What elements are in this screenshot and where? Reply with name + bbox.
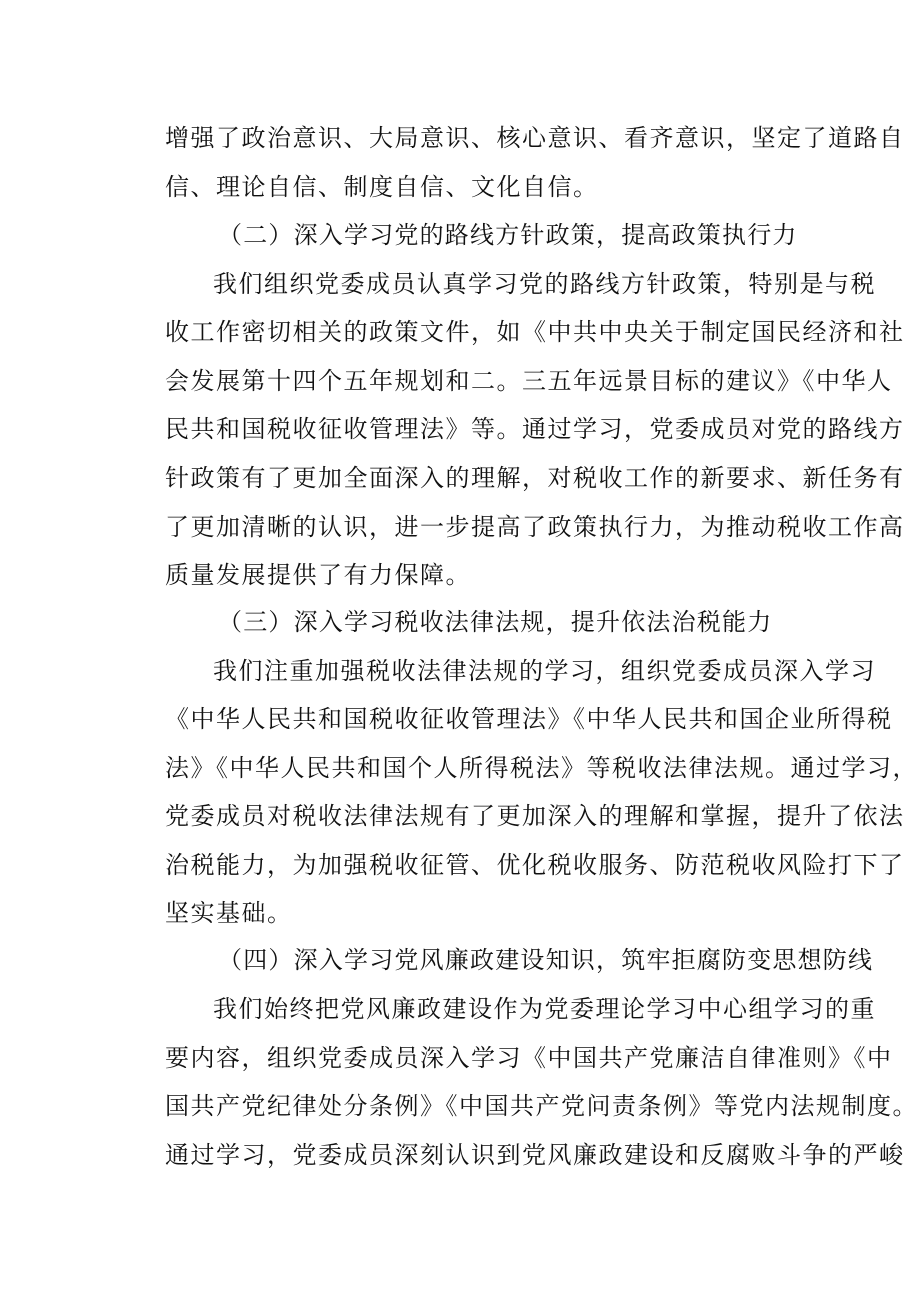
paragraph-line: 国共产党纪律处分条例》《中国共产党问责条例》等党内法规制度。 <box>165 1092 918 1120</box>
section-heading-3: （三）深入学习税收法律法规，提升依法治税能力 <box>218 608 773 636</box>
paragraph-line: 党委成员对税收法律法规有了更加深入的理解和掌握，提升了依法 <box>165 802 905 830</box>
paragraph-line: 会发展第十四个五年规划和二。三五年远景目标的建议》《中华人 <box>165 367 893 395</box>
paragraph-line: 收工作密切相关的政策文件，如《中共中央关于制定国民经济和社 <box>165 318 905 346</box>
paragraph-line: 民共和国税收征收管理法》等。通过学习，党委成员对党的路线方 <box>165 415 905 443</box>
paragraph-line: 《中华人民共和国税收征收管理法》《中华人民共和国企业所得税 <box>165 705 893 733</box>
paragraph-line: 我们始终把党风廉政建设作为党委理论学习中心组学习的重 <box>213 995 876 1023</box>
section-heading-4: （四）深入学习党风廉政建设知识，筑牢拒腐防变思想防线 <box>218 946 874 974</box>
paragraph-line: 治税能力，为加强税收征管、优化税收服务、防范税收风险打下了 <box>165 851 905 879</box>
paragraph-line: 坚实基础。 <box>165 899 293 927</box>
paragraph-line: 了更加清晰的认识，进一步提高了政策执行力，为推动税收工作高 <box>165 513 905 541</box>
section-heading-2: （二）深入学习党的路线方针政策，提高政策执行力 <box>218 221 798 249</box>
paragraph-line: 我们组织党委成员认真学习党的路线方针政策，特别是与税 <box>213 270 876 298</box>
paragraph-line: 要内容，组织党委成员深入学习《中国共产党廉洁自律准则》《中 <box>165 1044 893 1072</box>
paragraph-line: 通过学习，党委成员深刻认识到党风廉政建设和反腐败斗争的严峻 <box>165 1141 905 1169</box>
paragraph-line: 法》《中华人民共和国个人所得税法》等税收法律法规。通过学习， <box>165 754 918 782</box>
paragraph-line: 我们注重加强税收法律法规的学习，组织党委成员深入学习 <box>213 657 876 685</box>
paragraph-line: 质量发展提供了有力保障。 <box>165 561 471 589</box>
paragraph-line: 增强了政治意识、大局意识、核心意识、看齐意识，坚定了道路自 <box>165 124 905 152</box>
paragraph-line: 信、理论自信、制度自信、文化自信。 <box>165 173 599 201</box>
paragraph-line: 针政策有了更加全面深入的理解，对税收工作的新要求、新任务有 <box>165 464 905 492</box>
